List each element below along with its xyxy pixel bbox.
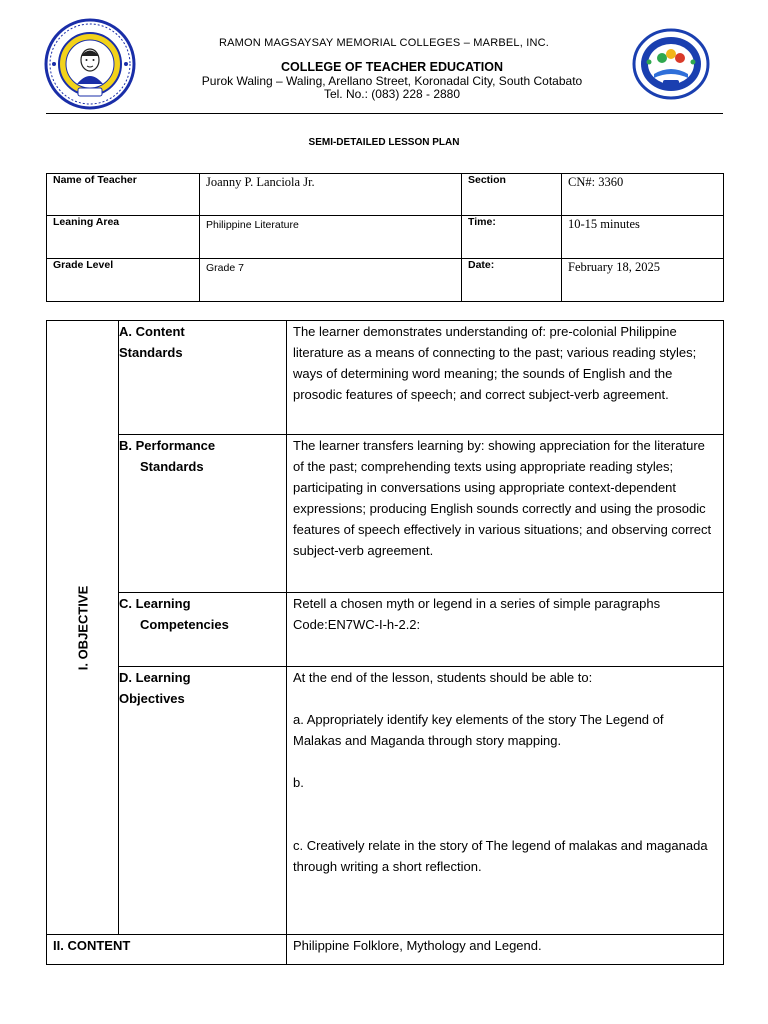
learning-objectives-label xyxy=(119,667,287,935)
learning-competencies-label xyxy=(119,593,287,667)
learning-area-row xyxy=(47,216,724,259)
learning-objectives-row xyxy=(47,667,724,935)
section-label: Section xyxy=(462,174,562,216)
time-label: Time: xyxy=(462,216,562,259)
document-title: SEMI-DETAILED LESSON PLAN xyxy=(308,137,460,148)
school-address: Purok Waling – Waling, Arellano Street, Koronadal City, South Cotabato xyxy=(201,74,583,88)
learning-objectives-label-line2: Objectives xyxy=(119,691,185,706)
school-name: RAMON MAGSAYSAY MEMORIAL COLLEGES – MARBEL, INC. xyxy=(218,37,550,49)
learning-objectives-cell xyxy=(287,667,724,935)
grade-level-value: Grade 7 xyxy=(200,259,462,302)
header-divider xyxy=(46,113,723,114)
objective-item-b: b. xyxy=(293,775,304,790)
performance-standards-label xyxy=(119,435,287,593)
performance-standards-label-line1: B. Performance xyxy=(119,438,216,453)
objective-item-c: c. Creatively relate in the story of The legend of malakas and maganada through writing a short reflection. xyxy=(293,838,708,874)
performance-standards-label-line2: Standards xyxy=(140,459,204,474)
telephone-number: Tel. No.: (083) 228 - 2880 xyxy=(323,87,461,101)
learning-area-label: Leaning Area xyxy=(47,216,200,259)
teacher-value: Joanny P. Lanciola Jr. xyxy=(200,174,462,216)
learning-competencies-text: Retell a chosen myth or legend in a series of simple paragraphs xyxy=(293,596,661,611)
teacher-info-table xyxy=(46,173,724,302)
teacher-label: Name of Teacher xyxy=(47,174,200,216)
learning-competencies-row xyxy=(47,593,724,667)
date-label: Date: xyxy=(462,259,562,302)
grade-level-label: Grade Level xyxy=(47,259,200,302)
content-row xyxy=(47,935,724,965)
grade-level-row xyxy=(47,259,724,302)
content-standards-label-line2: Standards xyxy=(119,345,183,360)
college-name: COLLEGE OF TEACHER EDUCATION xyxy=(281,60,503,74)
date-value: February 18, 2025 xyxy=(562,259,724,302)
learning-area-value: Philippine Literature xyxy=(200,216,462,259)
objective-section-cell xyxy=(47,321,119,935)
objective-section-label: I. OBJECTIVE xyxy=(75,585,90,670)
performance-standards-text: The learner transfers learning by: showing appreciation for the literature of the past; comprehending texts using appropriate reading styles; participating in conversations using appropriate context-dependent expressions; producing English sounds correctly and using the prosodic features of speech effectively in various situations; and observing correct subject-verb agreement. xyxy=(287,435,724,593)
objective-item-a: a. Appropriately identify key elements of the story The Legend of Malakas and Maganda through story mapping. xyxy=(293,712,664,748)
learning-competencies-label-line1: C. Learning xyxy=(119,596,191,611)
content-label: II. CONTENT xyxy=(47,935,287,965)
learning-competencies-label-line2: Competencies xyxy=(140,617,229,632)
learning-objectives-intro: At the end of the lesson, students should be able to: xyxy=(293,670,593,685)
learning-competencies-cell xyxy=(287,593,724,667)
learning-objectives-label-line1: D. Learning xyxy=(119,670,191,685)
content-standards-row xyxy=(47,321,724,435)
lesson-plan-table xyxy=(46,320,724,965)
teacher-row xyxy=(47,174,724,216)
learning-competencies-code: Code:EN7WC-I-h-2.2: xyxy=(293,617,421,632)
performance-standards-row xyxy=(47,435,724,593)
content-standards-label-line1: A. Content xyxy=(119,324,185,339)
time-value: 10-15 minutes xyxy=(562,216,724,259)
content-standards-label xyxy=(119,321,287,435)
content-standards-text: The learner demonstrates understanding of: pre-colonial Philippine literature as a means of connecting to the past; various reading styles; ways of determining word meaning; the sounds of English and the prosodic features of speech; and correct subject-verb agreement. xyxy=(287,321,724,435)
content-text: Philippine Folklore, Mythology and Legend. xyxy=(287,935,724,965)
section-value: CN#: 3360 xyxy=(562,174,724,216)
